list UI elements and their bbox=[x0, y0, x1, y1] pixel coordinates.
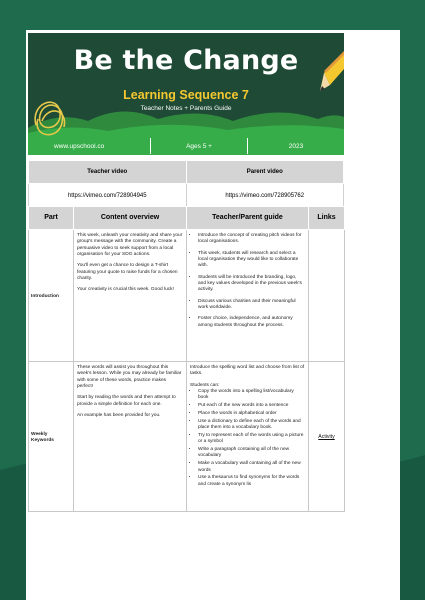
part-cell: Weekly Keywords bbox=[29, 362, 74, 512]
guide-cell bbox=[187, 362, 309, 512]
guide-item: • This week, students will research and select a local organisation they would like to collaborate with. bbox=[198, 251, 305, 270]
activity-link[interactable]: Activity bbox=[318, 434, 335, 441]
overview-text: You'll even get a chance to design a T-shirt featuring your quote to raise funds for a chosen charity. bbox=[77, 263, 178, 281]
link-cell bbox=[309, 230, 345, 362]
overview-text: Start by reading the words and then attempt to provide a simple definition for each one. bbox=[77, 395, 176, 407]
guide-intro: Introduce the spelling word list and choose from list of tasks. bbox=[190, 365, 305, 377]
header-banner bbox=[28, 33, 344, 155]
guide-cell bbox=[187, 230, 309, 362]
table-row bbox=[29, 230, 345, 362]
parent-video-link[interactable]: https://vimeo.com/728905762 bbox=[186, 184, 344, 209]
guide-item: • Place the words in alphabetical order bbox=[198, 411, 305, 417]
table-row bbox=[29, 362, 345, 512]
guide-item: • Write a paragraph containing all of the new vocabulary bbox=[198, 447, 305, 460]
lesson-table bbox=[28, 206, 345, 512]
info-bar bbox=[28, 138, 344, 154]
overview-text: This week, unleash your creativity and share your group's message with the community. Create a persuasive video to seek support from a local organisation for your SDG actions. bbox=[77, 233, 183, 257]
overview-text: These words will assist you throughout this week's lesson. While you may already be familiar with some of these words, practice makes perfect! bbox=[77, 365, 182, 389]
page-title: Be the Change bbox=[73, 45, 299, 76]
part-header: Part bbox=[29, 207, 74, 230]
guide-item: • Try to represent each of the words using a picture or a symbol bbox=[198, 433, 305, 446]
year-label: 2023 bbox=[288, 142, 304, 150]
guide-header: Teacher/Parent guide bbox=[187, 207, 309, 230]
ages-label: Ages 5 + bbox=[151, 138, 248, 154]
teacher-video-link[interactable]: https://vimeo.com/728904945 bbox=[29, 184, 187, 209]
guide-item: • Introduce the concept of creating pitch videos for local organisations. bbox=[198, 233, 305, 246]
guide-item: • Foster choice, independence, and autonomy among students throughout the process. bbox=[198, 316, 305, 329]
overview-cell bbox=[74, 362, 187, 512]
sequence-subtitle: Learning Sequence 7 bbox=[123, 88, 249, 102]
guide-item: • Use a dictionary to define each of the words and place them into a vocabulary book. bbox=[198, 419, 305, 432]
guide-item: • Copy the words into a spelling list/vocabulary book bbox=[198, 389, 305, 402]
guide-item: • Discuss various charities and their meaningful work worldwide. bbox=[198, 299, 305, 312]
guide-item: • Put each of the new words into a sentence bbox=[198, 403, 305, 409]
teacher-video-header: Teacher video bbox=[29, 161, 187, 184]
overview-text: An example has been provided for you. bbox=[77, 412, 161, 418]
guide-item: • Use a thesaurus to find synonyms for the words and create a synonym lis bbox=[198, 475, 305, 488]
links-header: Links bbox=[309, 207, 345, 230]
overview-cell bbox=[74, 230, 187, 362]
guide-item: • Make a vocabulary wall containing all of the new words bbox=[198, 461, 305, 474]
parent-video-header: Parent video bbox=[186, 161, 344, 184]
part-cell: Introduction bbox=[29, 230, 74, 362]
guide-label: Students can: bbox=[190, 382, 220, 388]
overview-text: Your creativity is crucial this week. Good luck! bbox=[77, 287, 174, 293]
video-table bbox=[28, 160, 344, 209]
website-label[interactable]: www.upschool.co bbox=[28, 138, 151, 154]
guide-item: • Students will be introduced the branding, logo, and key values developed in the previous week's activity. bbox=[198, 275, 305, 294]
tagline: Teacher Notes + Parents Guide bbox=[140, 105, 232, 112]
overview-header: Content overview bbox=[74, 207, 187, 230]
link-cell bbox=[309, 362, 345, 512]
